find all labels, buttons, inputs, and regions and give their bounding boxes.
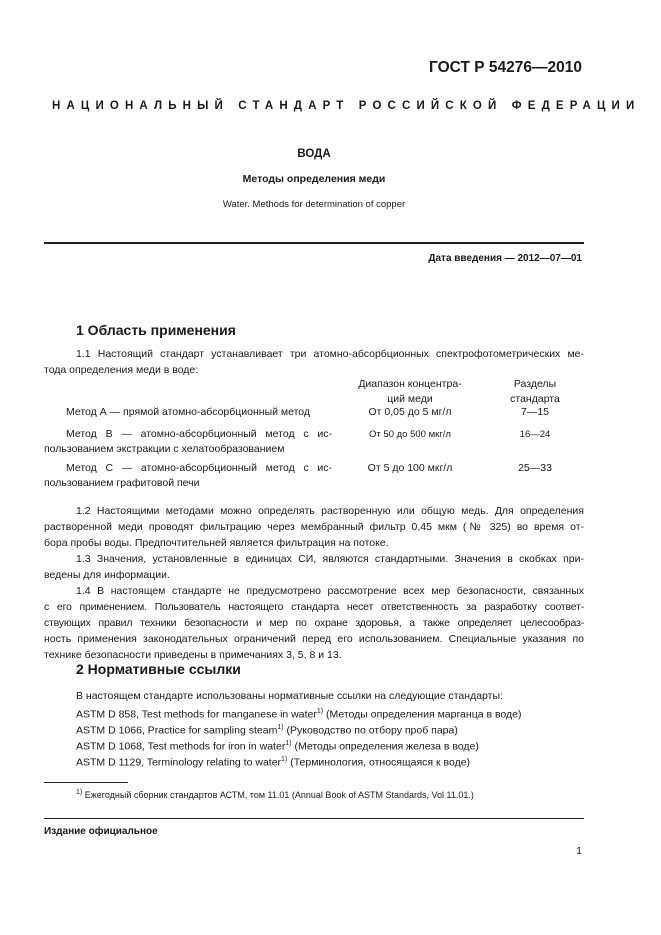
standard-title: ВОДА — [297, 148, 331, 160]
table-header-range: Диапазон концентра- ций меди — [358, 378, 462, 405]
standard-subtitle: Методы определения меди — [242, 173, 386, 185]
reference-item: ASTM D 1068, Test methods for iron in water$^{1)}$ (Методы определения железа в воде) — [76, 740, 479, 753]
reference-item: ASTM D 1129, Terminology relating to water$^{1)}$ (Терминология, относящаяся к воде) — [76, 756, 471, 769]
table-row-method-b: Метод В — атомно-абсорбционный метод с ис- пользованием экстракции с хелатообразованием — [44, 428, 332, 455]
document-code: ГОСТ Р 54276—2010 — [429, 59, 582, 76]
footnote-divider — [44, 782, 128, 783]
page-number: 1 — [576, 845, 582, 857]
section-2-heading: 2 Нормативные ссылки — [76, 661, 241, 677]
official-edition-label: Издание официальное — [44, 826, 158, 837]
reference-item: ASTM D 858, Test methods for manganese in water$^{1)}$ (Методы определения марганца в воде) — [76, 708, 522, 721]
table-cell-range: От 50 до 500 мкг/л — [369, 429, 451, 440]
paragraph-1-1: 1.1 Настоящий стандарт устанавливает три атомно-абсорбционных спектрофотометрических ме- тода определения меди в воде: — [44, 348, 584, 376]
introduction-date: Дата введения — 2012—07—01 — [428, 253, 582, 264]
table-cell-sections: 7—15 — [520, 406, 550, 418]
paragraph-1-4: 1.4 В настоящем стандарте не предусмотрено рассмотрение всех мер безопасности, связанных с его применением. Пользователь настоящего стандарта несет ответственность за разработку соответ- ствующих правил техники безопасности и мер по охране здоровья, а также определяет целесообраз- ность применения законодательных ограничений перед его использованием. Специальные указания по технике безопасности приведены в примечаниях 3, 5, 8 и 13. — [44, 585, 584, 661]
title-divider — [44, 242, 584, 244]
paragraph-1-3: 1.3 Значения, установленные в единицах СИ, являются стандартными. Значения в скобках при- ведены для информации. — [44, 553, 584, 581]
table-cell-range: От 5 до 100 мкг/л — [367, 462, 453, 474]
table-cell-range: От 0,05 до 5 мг/л — [368, 406, 452, 418]
footnote: $^{1)}$ Ежегодный сборник стандартов АСТМ, том 11.01 (Annual Book of ASTM Standards, Vol 11.01.) — [76, 789, 474, 800]
table-row-method-c: Метод С — атомно-абсорбционный метод с ис- пользованием графитовой печи — [44, 462, 332, 489]
footer-divider — [44, 818, 584, 819]
paragraph-1-2: 1.2 Настоящими методами можно определять растворенную или общую медь. Для определения растворенной меди проводят фильтрацию через мембранный фильтр 0,45 мкм (№ 325) во время от- бора пробы воды. Предпочтительней является фильтрация на потоке. — [44, 505, 584, 549]
reference-item: ASTM D 1066, Practice for sampling steam$^{1)}$ (Руководство по отбору проб пара) — [76, 724, 458, 737]
table-cell-sections: 16—24 — [519, 429, 551, 440]
table-row-method-a: Метод А — прямой атомно-абсорбционный метод — [66, 406, 311, 418]
table-header-sections: Разделы стандарта — [510, 378, 560, 405]
english-title: Water. Methods for determination of copper — [222, 199, 406, 210]
table-cell-sections: 25—33 — [518, 462, 552, 474]
references-intro: В настоящем стандарте использованы нормативные ссылки на следующие стандарты: — [76, 690, 503, 702]
section-1-heading: 1 Область применения — [76, 322, 236, 338]
national-standard-banner: НАЦИОНАЛЬНЫЙ СТАНДАРТ РОССИЙСКОЙ ФЕДЕРАЦИИ — [52, 100, 641, 112]
